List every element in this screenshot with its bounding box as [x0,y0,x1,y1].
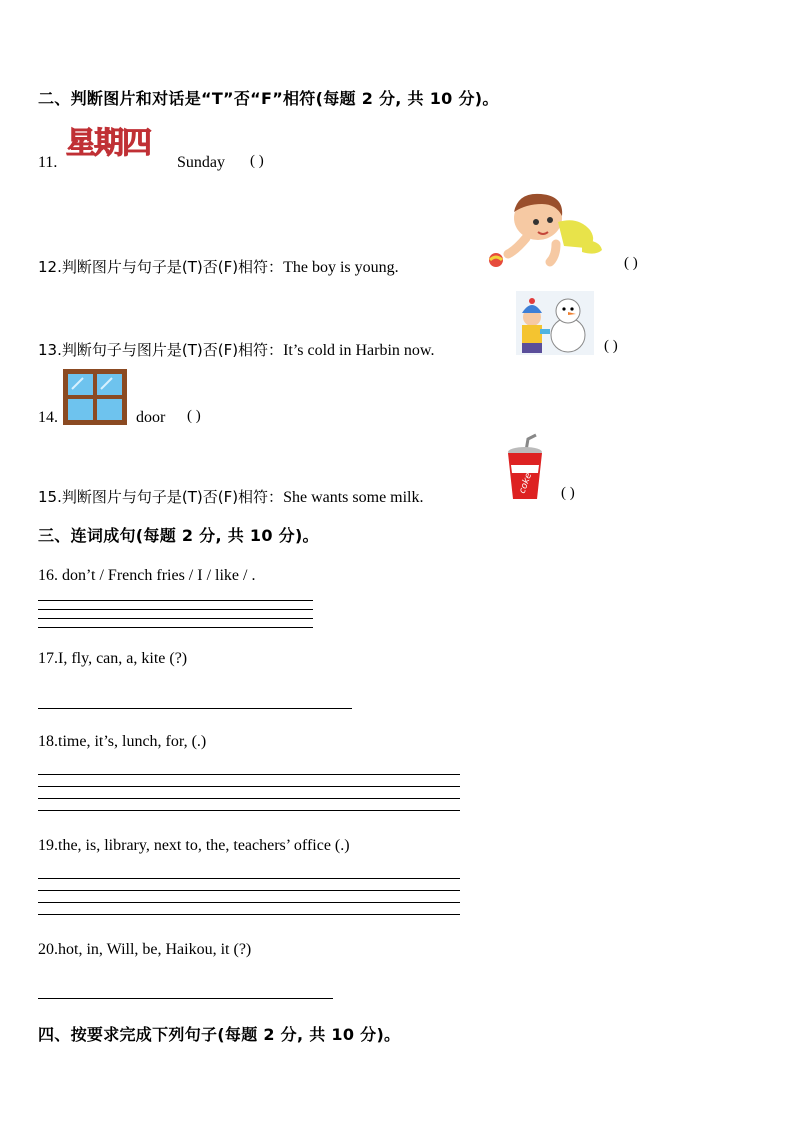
q12-prefix: 12.判断图片与句子是(T)否(F)相符： [38,258,284,276]
q13-prefix: 13.判断句子与图片是(T)否(F)相符： [38,341,284,359]
q13-answer-paren[interactable]: ( ) [604,338,618,354]
q18-answer-line-4[interactable] [38,810,460,811]
q15-cup-image [506,435,544,501]
q11-number: 11. [38,154,58,171]
q12-row [38,256,399,277]
q12-baby-image [486,190,606,272]
q19-answer-line-1[interactable] [38,878,460,879]
q13-sentence: It’s cold in Harbin now. [283,342,435,359]
q14-number: 14. [38,409,58,426]
q14-answer-paren[interactable]: ( ) [187,408,201,424]
q14-window-image [63,369,127,425]
section-4-heading: 四、按要求完成下列句子(每题 2 分, 共 10 分)。 [38,1025,401,1044]
q16-answer-line-4[interactable] [38,627,313,628]
q15-sentence: She wants some milk. [283,489,424,506]
q19-answer-line-4[interactable] [38,914,460,915]
q18-answer-line-3[interactable] [38,798,460,799]
section-3-heading: 三、连词成句(每题 2 分, 共 10 分)。 [38,526,319,545]
q16-prompt: 16. don’t / French fries / I / like / . [38,567,256,584]
q13-row [38,339,434,360]
q11-word: Sunday [177,154,225,171]
q11-thursday-image-label: 星期四 [66,126,150,161]
q17-prompt: 17.I, fly, can, a, kite (?) [38,650,188,667]
q16-answer-line-3[interactable] [38,618,313,619]
q15-row [38,486,424,507]
q18-prompt: 18.time, it’s, lunch, for, (.) [38,733,207,750]
q16-answer-line-2[interactable] [38,609,313,610]
q19-prompt: 19.the, is, library, next to, the, teachers’ office (.) [38,837,350,854]
q13-snowman-image [516,291,594,355]
q15-prefix: 15.判断图片与句子是(T)否(F)相符： [38,488,284,506]
q14-word: door [136,409,166,426]
q12-answer-paren[interactable]: ( ) [624,255,638,271]
q18-answer-line-2[interactable] [38,786,460,787]
q11-answer-paren[interactable]: ( ) [250,153,264,169]
q19-answer-line-2[interactable] [38,890,460,891]
q11-thursday-image [66,124,172,166]
q18-answer-line-1[interactable] [38,774,460,775]
q20-answer-line[interactable] [38,998,333,999]
q15-answer-paren[interactable]: ( ) [561,485,575,501]
q19-answer-line-3[interactable] [38,902,460,903]
section-2-heading: 二、判断图片和对话是“T”否“F”相符(每题 2 分, 共 10 分)。 [38,89,499,108]
q17-answer-line[interactable] [38,708,352,709]
q16-answer-line-1[interactable] [38,600,313,601]
q15-cup-label: coke [517,471,535,496]
q12-sentence: The boy is young. [283,259,399,276]
q20-prompt: 20.hot, in, Will, be, Haikou, it (?) [38,941,252,958]
